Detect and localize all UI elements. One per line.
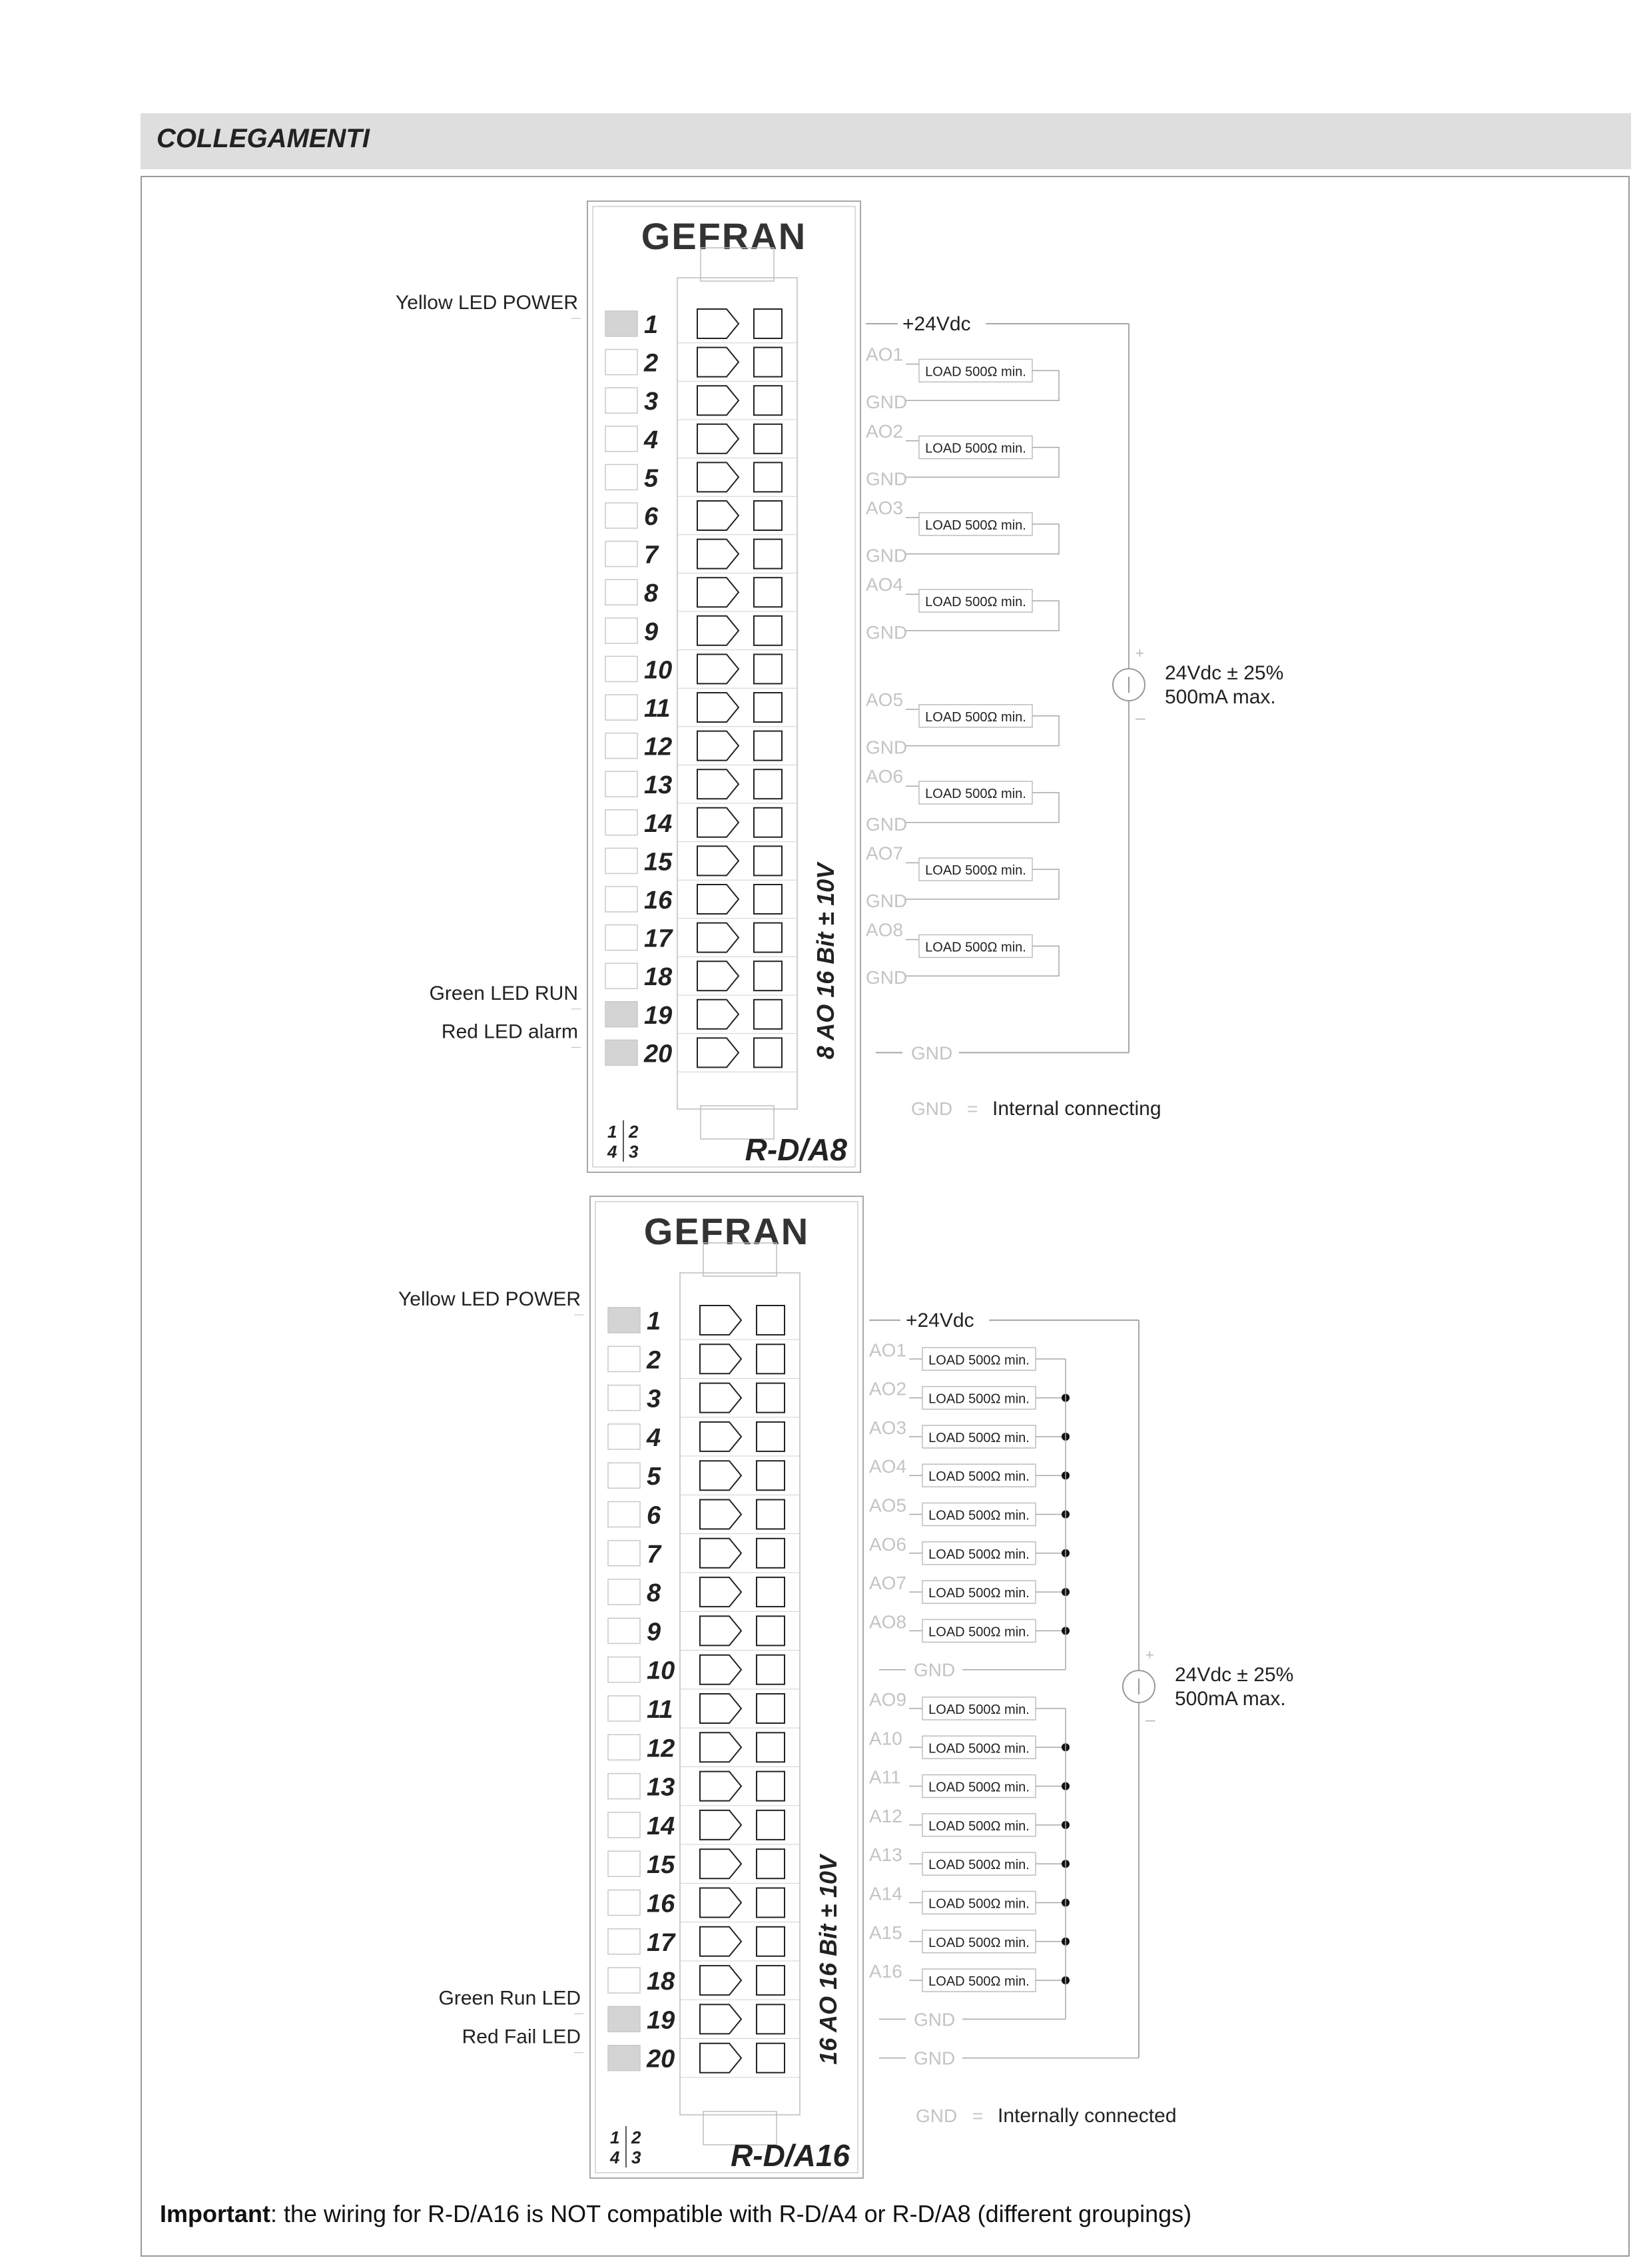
rda16-terminal-number: 4 bbox=[647, 1423, 661, 1452]
rda8-wire-entry-18 bbox=[754, 961, 782, 990]
rda16-channel-name: A14 bbox=[869, 1883, 902, 1904]
rda16-channel-name: A12 bbox=[869, 1805, 902, 1826]
rda8-channel-name: AO3 bbox=[866, 498, 904, 518]
rda16-load-label: LOAD 500Ω min. bbox=[928, 1469, 1030, 1485]
rda8-screw-terminal-18 bbox=[697, 961, 739, 990]
rda16-terminal-number: 3 bbox=[647, 1385, 661, 1413]
rda8-screw-terminal-9 bbox=[697, 616, 739, 645]
rda16-screw-terminal-5 bbox=[700, 1461, 741, 1490]
rda16-minus-sign: – bbox=[1146, 1709, 1155, 1729]
rda8-wire-entry-7 bbox=[754, 540, 782, 569]
rda16-load-label: LOAD 500Ω min. bbox=[928, 1974, 1030, 1990]
rda16-screw-terminal-13 bbox=[700, 1772, 741, 1801]
rda8-channel-name: AO6 bbox=[866, 766, 904, 787]
rda16-screw-terminal-12 bbox=[700, 1732, 741, 1762]
rda8-led-20 bbox=[605, 1040, 637, 1065]
rda8-led-17 bbox=[605, 925, 637, 950]
rda16-plus-label: +24Vdc bbox=[906, 1310, 974, 1331]
rda8-wire-entry-17 bbox=[754, 923, 782, 952]
rda8-terminal-number: 10 bbox=[644, 656, 673, 685]
rda16-load-label: LOAD 500Ω min. bbox=[928, 1547, 1030, 1562]
rda16-screw-terminal-19 bbox=[700, 2004, 741, 2034]
rda8-channel-gnd: GND bbox=[866, 468, 908, 490]
rda16-wire-entry-6 bbox=[757, 1500, 785, 1529]
rda8-led-2 bbox=[605, 350, 637, 375]
rda8-screw-terminal-10 bbox=[697, 654, 739, 683]
rda8-led-label-power: Yellow LED POWER bbox=[396, 292, 578, 314]
rda16-channel-name: AO8 bbox=[869, 1611, 907, 1633]
rda16-terminal-number: 8 bbox=[647, 1579, 661, 1608]
rda16-wire-entry-14 bbox=[757, 1810, 785, 1840]
rda8-wire-entry-16 bbox=[754, 885, 782, 914]
rda16-channel-name: AO6 bbox=[869, 1533, 907, 1555]
rda8-terminal-number: 14 bbox=[644, 809, 673, 838]
rda16-load-label: LOAD 500Ω min. bbox=[928, 1935, 1030, 1950]
rda8-led-13 bbox=[605, 771, 637, 797]
rda16-channel-name: AO9 bbox=[869, 1689, 907, 1710]
rda16-load-label: LOAD 500Ω min. bbox=[928, 1430, 1030, 1445]
note-bold: Important bbox=[160, 2200, 270, 2227]
rda8-channel-name: AO7 bbox=[866, 843, 904, 864]
rda16-legend-text: Internally connected bbox=[998, 2105, 1177, 2127]
rda16-led-13 bbox=[608, 1774, 640, 1799]
rda16-led-17 bbox=[608, 1929, 640, 1954]
rda16-wire-entry-17 bbox=[757, 1927, 785, 1956]
rda16-wire-entry-9 bbox=[757, 1616, 785, 1645]
rda16-terminal-number: 1 bbox=[647, 1308, 661, 1335]
rda8-terminal-number: 18 bbox=[644, 963, 673, 992]
rda16-vertical-label: 16 AO 16 Bit ± 10V bbox=[815, 1855, 842, 2065]
rda8-led-label-alarm: Red LED alarm bbox=[441, 1020, 578, 1043]
rda8-channel-name: AO2 bbox=[866, 420, 904, 442]
rda8-terminal-number: 15 bbox=[644, 848, 673, 877]
rda8-plus-sign: + bbox=[1136, 645, 1144, 661]
rda8-led-16 bbox=[605, 887, 637, 912]
rda16-terminal-number: 10 bbox=[647, 1657, 675, 1685]
rda8-load-label: LOAD 500Ω min. bbox=[925, 709, 1026, 725]
rda16-wire-entry-1 bbox=[757, 1306, 785, 1335]
rda8-channel-gnd: GND bbox=[866, 737, 908, 758]
rda16-led-5 bbox=[608, 1463, 640, 1488]
rda16-terminal-number: 18 bbox=[647, 1968, 675, 1996]
rda16-screw-terminal-4 bbox=[700, 1422, 741, 1451]
rda16-legend-eq: = bbox=[972, 2105, 984, 2126]
rda8-led-8 bbox=[605, 579, 637, 605]
rda8-led-10 bbox=[605, 656, 637, 681]
rda16-led-7 bbox=[608, 1541, 640, 1566]
rda8-led-18 bbox=[605, 963, 637, 988]
rda8-terminal-number: 5 bbox=[644, 464, 659, 493]
rda8-led-6 bbox=[605, 503, 637, 528]
rda16-gnd-group-1-label: GND bbox=[914, 1659, 956, 1681]
rda8-screw-terminal-19 bbox=[697, 1000, 739, 1029]
rda16-terminal-number: 14 bbox=[647, 1812, 675, 1840]
rda16-load-label: LOAD 500Ω min. bbox=[928, 1741, 1030, 1756]
rda16-led-16 bbox=[608, 1890, 640, 1916]
rda16-terminal-number: 17 bbox=[647, 1928, 675, 1957]
rda16-led-3 bbox=[608, 1385, 640, 1411]
rda16-load-label: LOAD 500Ω min. bbox=[928, 1818, 1030, 1834]
rda16-load-label: LOAD 500Ω min. bbox=[928, 1896, 1030, 1912]
rda8-load-label: LOAD 500Ω min. bbox=[925, 787, 1026, 801]
rda8-vertical-label: 8 AO 16 Bit ± 10V bbox=[812, 863, 839, 1060]
rda16-led-9 bbox=[608, 1618, 640, 1643]
rda16-load-label: LOAD 500Ω min. bbox=[928, 1586, 1030, 1601]
rda8-load-label: LOAD 500Ω min. bbox=[925, 940, 1026, 955]
rda16-terminal-number: 5 bbox=[647, 1463, 661, 1491]
rda8-screw-terminal-12 bbox=[697, 731, 739, 761]
rda8-channel-gnd: GND bbox=[866, 392, 908, 413]
rda16-channel-name: AO1 bbox=[869, 1339, 907, 1361]
rda16-screw-terminal-20 bbox=[700, 2044, 741, 2073]
rda16-supply-rating: 24Vdc ± 25% bbox=[1175, 1664, 1294, 1686]
rda16-terminal-number: 2 bbox=[647, 1346, 661, 1375]
rda8-screw-terminal-13 bbox=[697, 769, 739, 799]
rda8-channel-name: AO5 bbox=[866, 689, 904, 710]
rda16-load-label: LOAD 500Ω min. bbox=[928, 1858, 1030, 1873]
rda16-corner-number: 1 bbox=[610, 2127, 620, 2147]
note-text: : the wiring for R-D/A16 is NOT compatible with R-D/A4 or R-D/A8 (different groupings) bbox=[270, 2200, 1192, 2227]
rda16-terminal-number: 16 bbox=[647, 1890, 675, 1918]
rda16-channel-name: A13 bbox=[869, 1844, 902, 1866]
rda16-gnd-supply-label: GND bbox=[914, 2048, 956, 2069]
rda16-led-11 bbox=[608, 1696, 640, 1721]
rda16-corner-number: 4 bbox=[610, 2147, 620, 2167]
rda16-led-18 bbox=[608, 1968, 640, 1993]
rda8-led-19 bbox=[605, 1002, 637, 1027]
rda16-led-10 bbox=[608, 1657, 640, 1683]
rda16-wire-entry-8 bbox=[757, 1577, 785, 1607]
rda16-led-19 bbox=[608, 2006, 640, 2032]
rda8-wire-entry-2 bbox=[754, 348, 782, 377]
rda16-load-label: LOAD 500Ω min. bbox=[928, 1780, 1030, 1795]
rda16-screw-terminal-16 bbox=[700, 1888, 741, 1918]
rda16-wire-entry-20 bbox=[757, 2044, 785, 2073]
section-title: COLLEGAMENTI bbox=[157, 124, 370, 153]
rda8-led-12 bbox=[605, 733, 637, 759]
rda8-wire-entry-13 bbox=[754, 769, 782, 799]
rda8-supply-current: 500mA max. bbox=[1165, 686, 1276, 708]
rda16-terminal-number: 9 bbox=[647, 1618, 661, 1647]
rda8-led-14 bbox=[605, 810, 637, 835]
rda16-legend-gnd: GND bbox=[916, 2105, 958, 2126]
rda8-screw-terminal-20 bbox=[697, 1038, 739, 1067]
rda16-wire-entry-2 bbox=[757, 1344, 785, 1373]
rda16-led-4 bbox=[608, 1424, 640, 1449]
rda8-wire-entry-1 bbox=[754, 309, 782, 338]
rda8-terminal-number: 11 bbox=[644, 695, 671, 723]
rda8-model-label: R-D/A8 bbox=[745, 1132, 847, 1167]
rda16-channel-name: A11 bbox=[869, 1766, 901, 1788]
rda8-wire-entry-6 bbox=[754, 501, 782, 530]
rda16-channel-name: A10 bbox=[869, 1728, 902, 1749]
rda16-screw-terminal-15 bbox=[700, 1849, 741, 1878]
rda16-wire-entry-7 bbox=[757, 1539, 785, 1568]
rda8-legend-text: Internal connecting bbox=[992, 1098, 1161, 1120]
rda8-channel-name: AO1 bbox=[866, 344, 904, 365]
rda8-wire-entry-12 bbox=[754, 731, 782, 761]
rda16-plus-sign: + bbox=[1146, 1647, 1154, 1663]
rda16-screw-terminal-6 bbox=[700, 1500, 741, 1529]
rda16-terminal-number: 11 bbox=[647, 1696, 673, 1724]
rda16-corner-number: 2 bbox=[631, 2127, 641, 2147]
rda8-wire-entry-15 bbox=[754, 846, 782, 875]
rda16-led-20 bbox=[608, 2046, 640, 2071]
rda8-wire-entry-8 bbox=[754, 577, 782, 607]
rda8-led-11 bbox=[605, 695, 637, 720]
rda8-terminal-number: 16 bbox=[644, 887, 673, 915]
rda8-terminal-number: 7 bbox=[644, 541, 659, 569]
rda16-channel-name: AO2 bbox=[869, 1378, 907, 1399]
rda16-screw-terminal-2 bbox=[700, 1344, 741, 1373]
rda8-brand-logo: GEFRAN bbox=[641, 215, 807, 257]
rda8-screw-terminal-16 bbox=[697, 885, 739, 914]
rda16-led-label-run: Green Run LED bbox=[438, 1987, 581, 2010]
rda8-supply-rating: 24Vdc ± 25% bbox=[1165, 662, 1284, 684]
rda16-wire-entry-10 bbox=[757, 1655, 785, 1685]
rda8-legend-eq: = bbox=[967, 1098, 978, 1119]
rda16-led-12 bbox=[608, 1734, 640, 1760]
rda8-channel-gnd: GND bbox=[866, 621, 908, 643]
rda16-led-6 bbox=[608, 1502, 640, 1527]
rda16-terminal-number: 19 bbox=[647, 2006, 675, 2035]
rda8-screw-terminal-4 bbox=[697, 424, 739, 454]
rda8-load-label: LOAD 500Ω min. bbox=[925, 863, 1026, 879]
rda16-screw-terminal-17 bbox=[700, 1927, 741, 1956]
rda8-terminal-number: 19 bbox=[644, 1001, 673, 1030]
rda8-legend-gnd: GND bbox=[911, 1098, 953, 1119]
rda8-screw-terminal-3 bbox=[697, 386, 739, 415]
rda16-brand-logo: GEFRAN bbox=[643, 1210, 810, 1252]
rda8-channel-gnd: GND bbox=[866, 813, 908, 835]
rda16-wire-entry-5 bbox=[757, 1461, 785, 1490]
rda8-terminal-number: 9 bbox=[644, 617, 659, 646]
rda16-load-label: LOAD 500Ω min. bbox=[928, 1625, 1030, 1640]
rda16-load-label: LOAD 500Ω min. bbox=[928, 1508, 1030, 1523]
rda16-load-label: LOAD 500Ω min. bbox=[928, 1353, 1030, 1368]
rda8-led-15 bbox=[605, 848, 637, 873]
rda8-channel-gnd: GND bbox=[866, 545, 908, 566]
rda16-screw-terminal-11 bbox=[700, 1694, 741, 1723]
rda8-channel-gnd: GND bbox=[866, 967, 908, 988]
rda8-terminal-number: 17 bbox=[644, 925, 673, 953]
rda16-load-label: LOAD 500Ω min. bbox=[928, 1391, 1030, 1407]
rda16-channel-name: A15 bbox=[869, 1922, 902, 1943]
rda8-terminal-number: 20 bbox=[644, 1040, 673, 1068]
rda16-screw-terminal-10 bbox=[700, 1655, 741, 1685]
rda8-wire-entry-4 bbox=[754, 424, 782, 454]
rda8-screw-terminal-7 bbox=[697, 540, 739, 569]
rda8-screw-terminal-15 bbox=[697, 846, 739, 875]
rda8-led-label-run: Green LED RUN bbox=[429, 982, 578, 1004]
rda16-screw-terminal-1 bbox=[700, 1306, 741, 1335]
rda8-gnd-label: GND bbox=[911, 1042, 953, 1064]
rda16-channel-name: AO5 bbox=[869, 1495, 907, 1516]
rda8-plus-label: +24Vdc bbox=[902, 313, 971, 335]
rda16-corner-number: 3 bbox=[631, 2147, 641, 2167]
rda16-terminal-number: 12 bbox=[647, 1734, 675, 1763]
rda8-screw-terminal-1 bbox=[697, 309, 739, 338]
rda8-screw-terminal-5 bbox=[697, 462, 739, 492]
rda16-wire-entry-4 bbox=[757, 1422, 785, 1451]
rda16-screw-terminal-9 bbox=[700, 1616, 741, 1645]
rda16-screw-terminal-7 bbox=[700, 1539, 741, 1568]
rda8-wire-entry-11 bbox=[754, 693, 782, 722]
rda8-wire-entry-5 bbox=[754, 462, 782, 492]
rda16-terminal-number: 6 bbox=[647, 1501, 661, 1530]
rda16-screw-terminal-3 bbox=[700, 1383, 741, 1413]
rda16-led-8 bbox=[608, 1579, 640, 1605]
rda8-terminal-number: 12 bbox=[644, 733, 673, 761]
rda8-wire-entry-3 bbox=[754, 386, 782, 415]
rda16-channel-name: A16 bbox=[869, 1961, 902, 1982]
rda8-channel-name: AO8 bbox=[866, 919, 904, 941]
rda16-supply-current: 500mA max. bbox=[1175, 1688, 1286, 1710]
rda16-wire-entry-12 bbox=[757, 1732, 785, 1762]
rda8-corner-number: 1 bbox=[607, 1122, 617, 1142]
rda16-led-label-power: Yellow LED POWER bbox=[398, 1288, 581, 1310]
rda8-screw-terminal-17 bbox=[697, 923, 739, 952]
rda8-wire-entry-20 bbox=[754, 1038, 782, 1067]
rda16-channel-name: AO4 bbox=[869, 1456, 907, 1477]
rda8-load-label: LOAD 500Ω min. bbox=[925, 364, 1026, 380]
rda8-terminal-number: 13 bbox=[644, 771, 673, 800]
rda16-channel-name: AO7 bbox=[869, 1573, 907, 1594]
rda8-wire-entry-19 bbox=[754, 1000, 782, 1029]
rda16-wire-entry-18 bbox=[757, 1966, 785, 1995]
rda8-wire-entry-9 bbox=[754, 616, 782, 645]
rda8-led-5 bbox=[605, 464, 637, 490]
rda16-load-label: LOAD 500Ω min. bbox=[928, 1702, 1030, 1717]
compatibility-note bbox=[160, 2200, 1191, 2228]
rda8-load-label: LOAD 500Ω min. bbox=[925, 441, 1026, 456]
rda8-screw-terminal-2 bbox=[697, 348, 739, 377]
rda16-terminal-number: 13 bbox=[647, 1773, 675, 1802]
rda16-wire-entry-3 bbox=[757, 1383, 785, 1413]
rda8-wire-entry-14 bbox=[754, 808, 782, 837]
rda16-screw-terminal-18 bbox=[700, 1966, 741, 1995]
rda8-channel-gnd: GND bbox=[866, 891, 908, 911]
rda8-led-3 bbox=[605, 388, 637, 413]
rda16-wire-entry-11 bbox=[757, 1694, 785, 1723]
rda16-terminal-number: 15 bbox=[647, 1851, 675, 1880]
rda16-screw-terminal-8 bbox=[700, 1577, 741, 1607]
rda16-led-label-alarm: Red Fail LED bbox=[462, 2026, 581, 2048]
rda16-led-2 bbox=[608, 1346, 640, 1371]
rda16-led-15 bbox=[608, 1851, 640, 1876]
rda8-terminal-number: 2 bbox=[644, 349, 659, 378]
rda16-model-label: R-D/A16 bbox=[731, 2138, 850, 2173]
rda8-screw-terminal-8 bbox=[697, 577, 739, 607]
rda16-channel-name: AO3 bbox=[869, 1417, 907, 1438]
rda16-wire-entry-19 bbox=[757, 2004, 785, 2034]
rda8-corner-number: 3 bbox=[629, 1142, 639, 1162]
rda8-led-7 bbox=[605, 542, 637, 567]
rda8-load-label: LOAD 500Ω min. bbox=[925, 595, 1026, 609]
rda8-led-4 bbox=[605, 426, 637, 452]
rda8-corner-number: 4 bbox=[607, 1142, 617, 1162]
rda8-terminal-number: 1 bbox=[644, 311, 659, 339]
rda8-terminal-number: 4 bbox=[644, 426, 659, 454]
rda16-gnd-group-2-label: GND bbox=[914, 2009, 956, 2030]
rda8-led-1 bbox=[605, 311, 637, 336]
rda16-screw-terminal-14 bbox=[700, 1810, 741, 1840]
rda8-terminal-number: 3 bbox=[644, 388, 659, 416]
rda16-terminal-number: 20 bbox=[647, 2045, 675, 2074]
rda8-led-9 bbox=[605, 618, 637, 643]
rda16-led-14 bbox=[608, 1812, 640, 1838]
rda8-minus-sign: – bbox=[1136, 707, 1146, 727]
rda8-terminal-number: 6 bbox=[644, 503, 659, 531]
rda8-channel-name: AO4 bbox=[866, 574, 904, 595]
rda8-screw-terminal-6 bbox=[697, 501, 739, 530]
rda8-screw-terminal-14 bbox=[697, 808, 739, 837]
rda8-wire-entry-10 bbox=[754, 654, 782, 683]
rda8-terminal-number: 8 bbox=[644, 579, 659, 608]
rda8-screw-terminal-11 bbox=[697, 693, 739, 722]
rda8-load-label: LOAD 500Ω min. bbox=[925, 518, 1026, 533]
rda16-led-1 bbox=[608, 1308, 640, 1333]
rda16-terminal-number: 7 bbox=[647, 1540, 661, 1569]
rda16-wire-entry-16 bbox=[757, 1888, 785, 1918]
rda8-corner-number: 2 bbox=[629, 1122, 639, 1142]
rda16-wire-entry-15 bbox=[757, 1849, 785, 1878]
rda16-wire-entry-13 bbox=[757, 1772, 785, 1801]
